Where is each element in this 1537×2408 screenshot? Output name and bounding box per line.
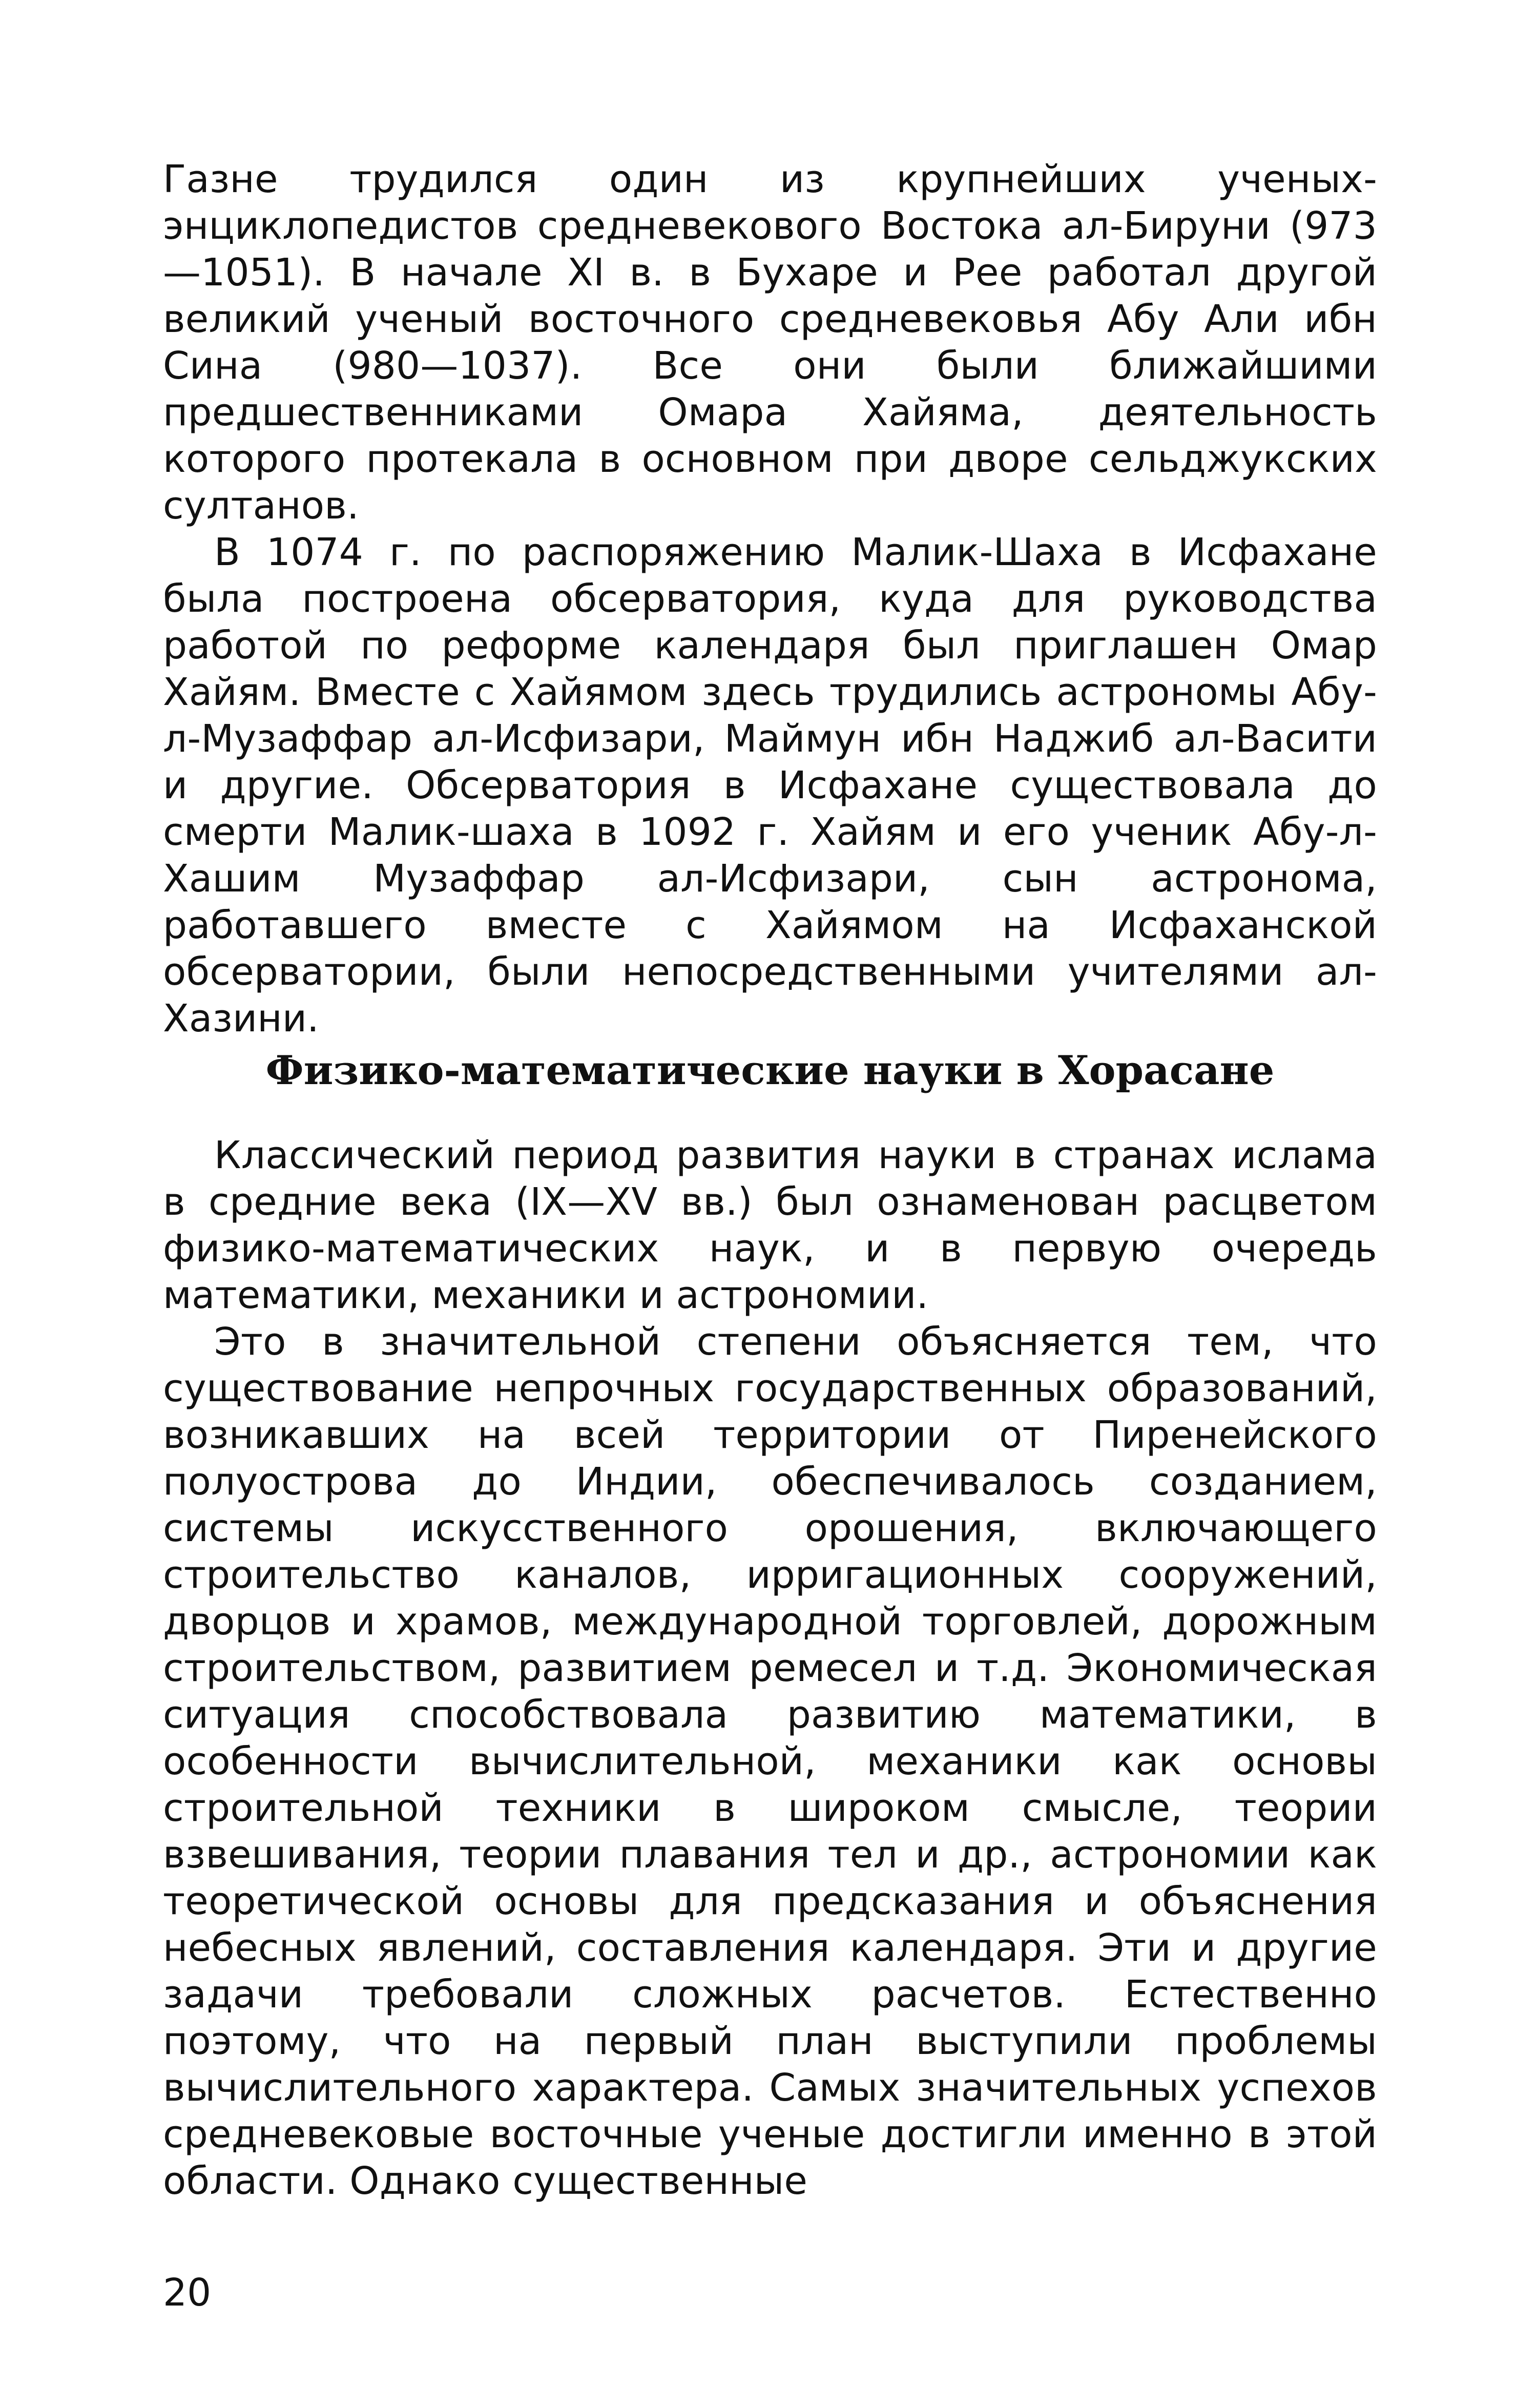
page-number: 20 <box>163 2271 212 2315</box>
text-block-top <box>163 156 1377 1042</box>
text-block-bottom <box>163 1132 1377 2205</box>
paragraph: Газне трудился один из крупнейших ученых-энциклопедистов средневекового Востока ал-Бируни (973—1051). В начале XI в. в Бухаре и Рее работал другой великий ученый восточного средневековья Абу Али ибн Сина (980—1037). Все они были ближайшими предшественниками Омара Хайяма, деятельность которого протекала в основном при дворе сельджукских султанов. <box>163 157 1377 528</box>
paragraph: Это в значительной степени объясняется тем, что существование непрочных государственных образований, возникавших на всей территории от Пиренейского полуострова до Индии, обеспечивалось созданием, системы искусственного орошения, включающего строительство каналов, ирригационных сооружений, дворцов и храмов, международной торговлей, дорожным строительством, развитием ремесел и т.д. Экономическая ситуация способствовала развитию математики, в особенности вычислительной, механики как основы строительной техники в широком смысле, теории взвешивания, теории плавания тел и др., астрономии как теоретической основы для предсказания и объяснения небесных явлений, составления календаря. Эти и другие задачи требовали сложных расчетов. Естественно поэтому, что на первый план выступили проблемы вычислительного характера. Самых значительных успехов средневековые восточные ученые достигли именно в этой области. Однако существенные <box>163 1320 1377 2203</box>
section-heading: Физико-математические науки в Хорасане <box>265 1047 1275 1094</box>
paragraph: Классический период развития науки в странах ислама в средние века (IX—XV вв.) был ознаменован расцветом физико-математических наук, и в первую очередь математики, механики и астрономии. <box>163 1133 1377 1317</box>
paragraph: В 1074 г. по распоряжению Малик-Шаха в Исфахане была построена обсерватория, куда для руководства работой по реформе календаря был приглашен Омар Хайям. Вместе с Хайямом здесь трудились астрономы Абу-л-Музаффар ал-Исфизари, Маймун ибн Наджиб ал-Васити и другие. Обсерватория в Исфахане существовала до смерти Малик-шаха в 1092 г. Хайям и его ученик Абу-л-Хашим Музаффар ал-Исфизари, сын астронома, работавшего вместе с Хайямом на Исфаханской обсерватории, были непосредственными учителями ал-Хазини. <box>163 530 1377 1041</box>
